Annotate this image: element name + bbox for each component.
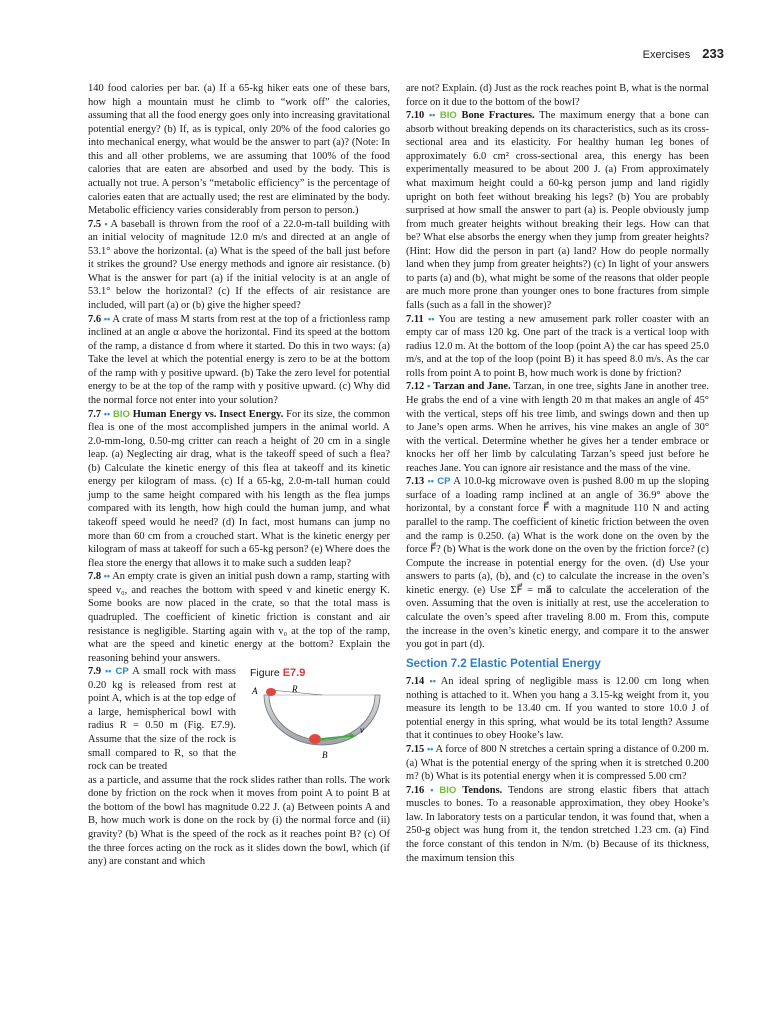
problem-7-6 xyxy=(88,313,390,408)
problem-7-14 xyxy=(406,675,709,743)
bio-tag: BIO xyxy=(439,784,457,796)
problem-text: The maximum energy that a bone can absorb without breaking depends on its characteristics, such as its cross-sectional area and its elasticity. For healthy human leg bones of approximately 6.0 cm² cross-sectional area, this energy has been experimentally measured to be about 200 J. (a) From approximately what maximum height could a 60-kg person jump and land rigidly upright on both feet without breaking his legs? (b) You are probably surprised at how small the answer to part (a) is. People obviously jump from much greater heights without breaking their legs. How can that be? What else absorbs the energy when they jump from greater heights? (Hint: How did the person in part (a) land? How do people normally land when they jump from greater heights?) (c) In light of your answers to parts (a) and (b), what might be some of the reasons that older people are much more prone than younger ones to bone fractures from simple falls (such as a fall in the shower)? xyxy=(406,110,709,311)
hemispherical-bowl xyxy=(264,695,380,745)
problem-7-9-with-figure xyxy=(88,665,390,774)
bowl-diagram xyxy=(242,681,392,767)
problem-7-5 xyxy=(88,218,390,313)
label-r: R xyxy=(292,683,298,694)
label-v: v xyxy=(360,724,364,735)
continued-paragraph: are not? Explain. (d) Just as the rock reaches point B, what is the normal force on it due to the bottom of the bowl? xyxy=(406,83,709,108)
difficulty-dots: •• xyxy=(428,110,436,121)
problem-7-9-continued: as a particle, and assume that the rock slides rather than rolls. The work done by friction on the rock when it moves from point A to point B at the bottom of the bowl has magnitude 0.22 J. (a) Between points A and B, how much work is done on the rock by (i) the normal force and (ii) gravity? (b) What is the speed of the rock as it reaches point B? (c) Of the three forces acting on the rock as it slides down the bowl, which (if any) are constant and which xyxy=(88,774,390,868)
problem-7-11 xyxy=(406,313,709,381)
rock-near-b xyxy=(309,734,321,744)
bio-tag: BIO xyxy=(113,408,130,420)
problem-title: Human Energy vs. Insect Energy. xyxy=(132,408,284,420)
problem-7-16 xyxy=(406,784,709,865)
figure-id: E7.9 xyxy=(282,667,306,680)
problem-text: A baseball is thrown from the roof of a 22.0-m-tall building with an initial velocity of magnitude 12.0 m/s and directed at an angle of 53.1° above the horizontal. (a) What is the speed of the ball just before it strikes the ground? Use energy methods and ignore air resistance. (b) What is the answer for part (a) if the initial velocity is at an angle of 53.1° below the horizontal? (c) If the effects of air resistance are included, will part (a) or (b) give the higher speed? xyxy=(88,218,390,311)
right-column xyxy=(406,82,709,865)
problem-number: 7.6 xyxy=(88,313,102,325)
problem-number: 7.10 xyxy=(406,110,425,122)
difficulty-dots: • xyxy=(430,784,434,795)
problem-number: 7.7 xyxy=(88,408,102,420)
problem-7-13 xyxy=(406,475,709,651)
page-number: 233 xyxy=(702,46,724,61)
problem-number: 7.5 xyxy=(88,218,102,230)
problem-text: An ideal spring of negligible mass is 12.00 cm long when nothing is attached to it. When you hang a 3.15-kg weight from it, you measure its length to be 13.40 cm. If you wanted to store 10.0 J of potential energy in this spring, what would be its total length? Assume that it continues to obey Hooke’s law. xyxy=(406,676,709,742)
problem-title: Tarzan and Jane. xyxy=(433,381,511,393)
difficulty-dots: •• xyxy=(428,313,435,324)
problem-text: A small rock with mass 0.20 kg is released from rest at point A, which is at the top edge of a large, hemispherical bowl with radius R = 0.50 m (Fig. E7.9). Assume that the size of the rock is small compared to R, so that the rock can be treated xyxy=(88,666,236,773)
problem-title: Tendons. xyxy=(462,784,503,796)
problem-7-10 xyxy=(406,109,709,312)
problem-number: 7.8 xyxy=(88,571,102,583)
problem-text: A crate of mass M starts from rest at the top of a frictionless ramp inclined at an angle α above the horizontal. Find its speed at the bottom of the ramp, a distance d from where it started. Do this in two ways: (a) Take the level at which the potential energy is zero to be at the bottom of the ramp with y positive upward. (b) Take the zero level for potential energy to be at the top of the ramp with y positive upward. (c) Why did the normal force not enter into your solution? xyxy=(88,313,390,406)
problem-number: 7.9 xyxy=(88,666,102,678)
problem-number: 7.12 xyxy=(406,381,425,393)
left-column xyxy=(88,82,390,869)
problem-number: 7.16 xyxy=(406,784,425,796)
problem-text: An empty crate is given an initial push down a ramp, starting with speed v₀, and reaches the bottom with speed v and kinetic energy K. Some books are now placed in the crate, so that the total mass is quadrupled. The coefficient of kinetic friction is constant and air resistance is negligible. Starting again with v₀ at the top of the ramp, what are the speed and kinetic energy at the bottom? Explain the reasoning behind your answers. xyxy=(88,571,390,664)
problem-number: 7.11 xyxy=(406,313,424,325)
problem-text: Tendons are strong elastic fibers that attach muscles to bones. To a reasonable approximation, they obey Hooke’s law. In laboratory tests on a particular tendon, it was found that, when a 250-g object was hung from it, the tendon stretched 1.23 cm. (a) Find the force constant of this tendon in N/m. (b) Because of its thickness, the maximum tension this xyxy=(406,784,710,864)
problem-7-12 xyxy=(406,380,709,475)
cp-tag: CP xyxy=(437,476,451,488)
running-head: Exercises xyxy=(642,49,691,61)
difficulty-dots: •• xyxy=(429,676,436,687)
problem-number: 7.13 xyxy=(406,476,425,488)
label-b: B xyxy=(322,749,328,760)
label-a: A xyxy=(252,685,258,696)
difficulty-dots: •• xyxy=(103,313,111,324)
problem-text: You are testing a new amusement park roller coaster with an empty car of mass 120 kg. One part of the track is a vertical loop with radius 12.0 m. At the bottom of the loop (point A) the car has speed 25.0 m/s, and at the top of the loop (point B) it has speed 8.0 m/s. As the car rolls from point A to point B, how much work is done by friction? xyxy=(406,313,709,379)
figure-e7-9 xyxy=(242,665,392,774)
problem-text: A force of 800 N stretches a certain spring a distance of 0.200 m. (a) What is the potential energy of the spring when it is stretched 0.200 m? (b) What is its potential energy when it is compressed 5.00 cm? xyxy=(406,744,709,783)
difficulty-dots: • xyxy=(427,381,431,392)
bio-tag: BIO xyxy=(439,110,457,122)
problem-text: For its size, the common flea is one of the most accomplished jumpers in the animal world. A 2.0-mm-long, 0.50-mg critter can reach a height of 20 cm in a single leap. (a) Neglecting air drag, what is the takeoff speed of such a flea? (b) Calculate the kinetic energy of this flea at takeoff and its kinetic energy per kilogram of mass. (c) If a 65-kg, 2.0-m-tall human could jump to the same height compared with his length as the flea jumps compared with its length, how high could the human jump, and what takeoff speed would he need? (d) In fact, most humans can jump no more than 60 cm from a crouched start. What is the kinetic energy per kilogram of mass at takeoff for such a 65-kg person? (e) Where does the flea store the energy that allows it to make such a sudden leap? xyxy=(88,408,391,569)
continued-paragraph: 140 food calories per bar. (a) If a 65-kg hiker eats one of these bars, how high a mountain must he climb to “work off” the calories, assuming that all the food energy goes only into increasing gravitational potential energy? (b) If, as is typical, only 20% of the food calories go into mechanical energy, what would be the answer to part (a)? (Note: In this and all other problems, we are assuming that 100% of the food calories that are eaten are absorbed and used by the body. This is actually not true. A person’s “metabolic efficiency” is the percentage of calories eaten that are actually used; the rest are eliminated by the body. Metabolic efficiency varies considerably from person to person.) xyxy=(88,83,390,217)
difficulty-dots: •• xyxy=(103,408,111,419)
problem-number: 7.15 xyxy=(406,744,425,755)
difficulty-dots: •• xyxy=(103,571,111,582)
problem-7-8 xyxy=(88,570,390,665)
problem-title: Bone Fractures. xyxy=(461,110,535,122)
problem-7-9 xyxy=(88,665,236,774)
page-header xyxy=(643,46,724,61)
difficulty-dots: •• xyxy=(427,476,434,487)
problem-text: Tarzan, in one tree, sights Jane in another tree. He grabs the end of a vine with length 20 m that makes an angle of 45° with the vertical, steps off his tree limb, and swings down and then up to Jane’s open arms. When he arrives, his vine makes an angle of 30° with the vertical. Determine whether he gives her a tender embrace or knocks her off her limb by calculating Tarzan’s speed just before he reaches Jane. You can ignore air resistance and the mass of the vine. xyxy=(406,381,710,474)
problem-number: 7.14 xyxy=(406,676,425,688)
problem-text: A 10.0-kg microwave oven is pushed 8.00 m up the sloping surface of a loading ramp inclined at an angle of 36.9° above the horizontal, by a constant force F⃗ with a magnitude 110 N and acting parallel to the ramp. The coefficient of kinetic friction between the oven and the ramp is 0.250. (a) What is the work done on the oven by the force F⃗? (b) What is the work done on the oven by the friction force? (c) Compute the increase in potential energy for the oven. (d) Use your answers to parts (a), (b), and (c) to calculate the increase in the oven’s kinetic energy. (e) Use ΣF⃗ = ma⃗ to calculate the acceleration of the oven. Assuming that the oven is initially at rest, use the acceleration to calculate the oven’s speed after traveling 8.00 m. From this, compute the increase in the oven’s kinetic energy, and compare it to the answer you got in part (d). xyxy=(406,476,710,651)
rock-at-a xyxy=(266,688,276,696)
problem-7-15 xyxy=(406,743,709,784)
problem-7-7 xyxy=(88,408,390,571)
figure-caption: Figure E7.9 xyxy=(250,667,306,680)
section-heading: Section 7.2 Elastic Potential Energy xyxy=(406,657,601,670)
difficulty-dots: •• xyxy=(427,744,434,754)
difficulty-dots: •• xyxy=(105,666,112,677)
cp-tag: CP xyxy=(115,666,129,678)
difficulty-dots: • xyxy=(104,218,108,229)
